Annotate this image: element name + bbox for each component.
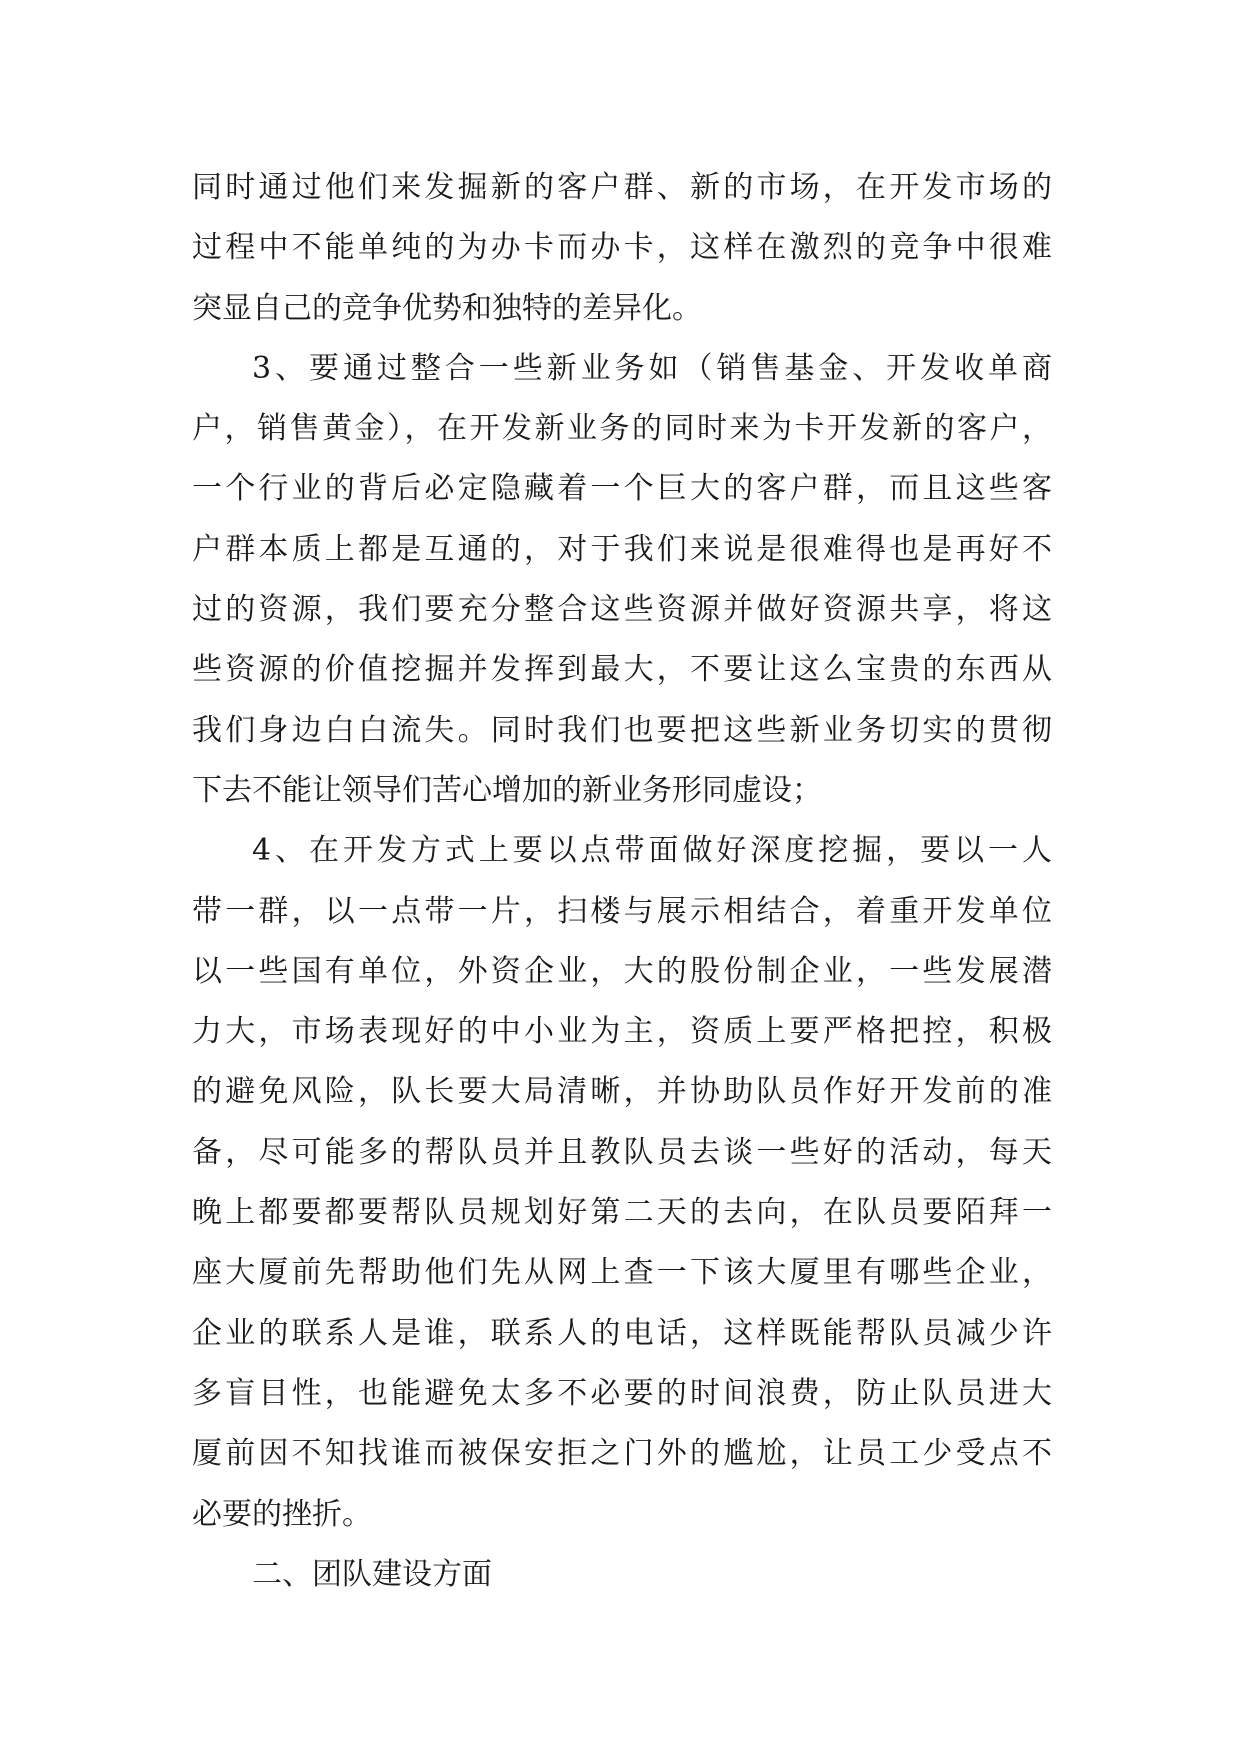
text-line: 二、团队建设方面 xyxy=(252,1556,492,1592)
text-line: 座大厦前先帮助他们先从网上查一下该大厦里有哪些企业， xyxy=(192,1255,1052,1291)
text-line: 下去不能让领导们苦心增加的新业务形同虚设； xyxy=(192,772,822,808)
text-line: 些资源的价值挖掘并发挥到最大，不要让这么宝贵的东西从 xyxy=(192,652,1052,688)
text-line: 带一群，以一点带一片，扫楼与展示相结合，着重开发单位 xyxy=(192,893,1052,929)
text-line: 过的资源，我们要充分整合这些资源并做好资源共享，将这 xyxy=(192,592,1052,628)
text-line: 企业的联系人是谁，联系人的电话，这样既能帮队员减少许 xyxy=(192,1315,1052,1351)
text-line: 一个行业的背后必定隐藏着一个巨大的客户群，而且这些客 xyxy=(192,471,1052,507)
text-line: 必要的挫折。 xyxy=(192,1496,372,1532)
text-line: 备，尽可能多的帮队员并且教队员去谈一些好的活动，每天 xyxy=(192,1134,1052,1170)
body-text xyxy=(192,158,1052,1605)
text-line: 多盲目性，也能避免太多不必要的时间浪费，防止队员进大 xyxy=(192,1375,1052,1411)
text-line: 户，销售黄金），在开发新业务的同时来为卡开发新的客户， xyxy=(192,411,1052,447)
text-line: 力大，市场表现好的中小业为主，资质上要严格把控，积极 xyxy=(192,1014,1052,1050)
text-line: 4、在开发方式上要以点带面做好深度挖掘，要以一人 xyxy=(252,833,1052,869)
text-line: 同时通过他们来发掘新的客户群、新的市场，在开发市场的 xyxy=(192,170,1052,205)
text-line: 户群本质上都是互通的，对于我们来说是很难得也是再好不 xyxy=(192,531,1052,567)
text-line: 我们身边白白流失。同时我们也要把这些新业务切实的贯彻 xyxy=(192,712,1052,748)
text-line: 3、要通过整合一些新业务如（销售基金、开发收单商 xyxy=(252,350,1052,386)
text-line: 突显自己的竞争优势和独特的差异化。 xyxy=(192,290,702,326)
text-line: 厦前因不知找谁而被保安拒之门外的尴尬，让员工少受点不 xyxy=(192,1436,1052,1472)
text-line: 的避免风险，队长要大局清晰，并协助队员作好开发前的准 xyxy=(192,1074,1052,1110)
text-line: 过程中不能单纯的为办卡而办卡，这样在激烈的竞争中很难 xyxy=(192,230,1052,266)
text-line: 晚上都要都要帮队员规划好第二天的去向，在队员要陌拜一 xyxy=(192,1195,1052,1231)
text-line: 以一些国有单位，外资企业，大的股份制企业，一些发展潜 xyxy=(192,953,1052,989)
